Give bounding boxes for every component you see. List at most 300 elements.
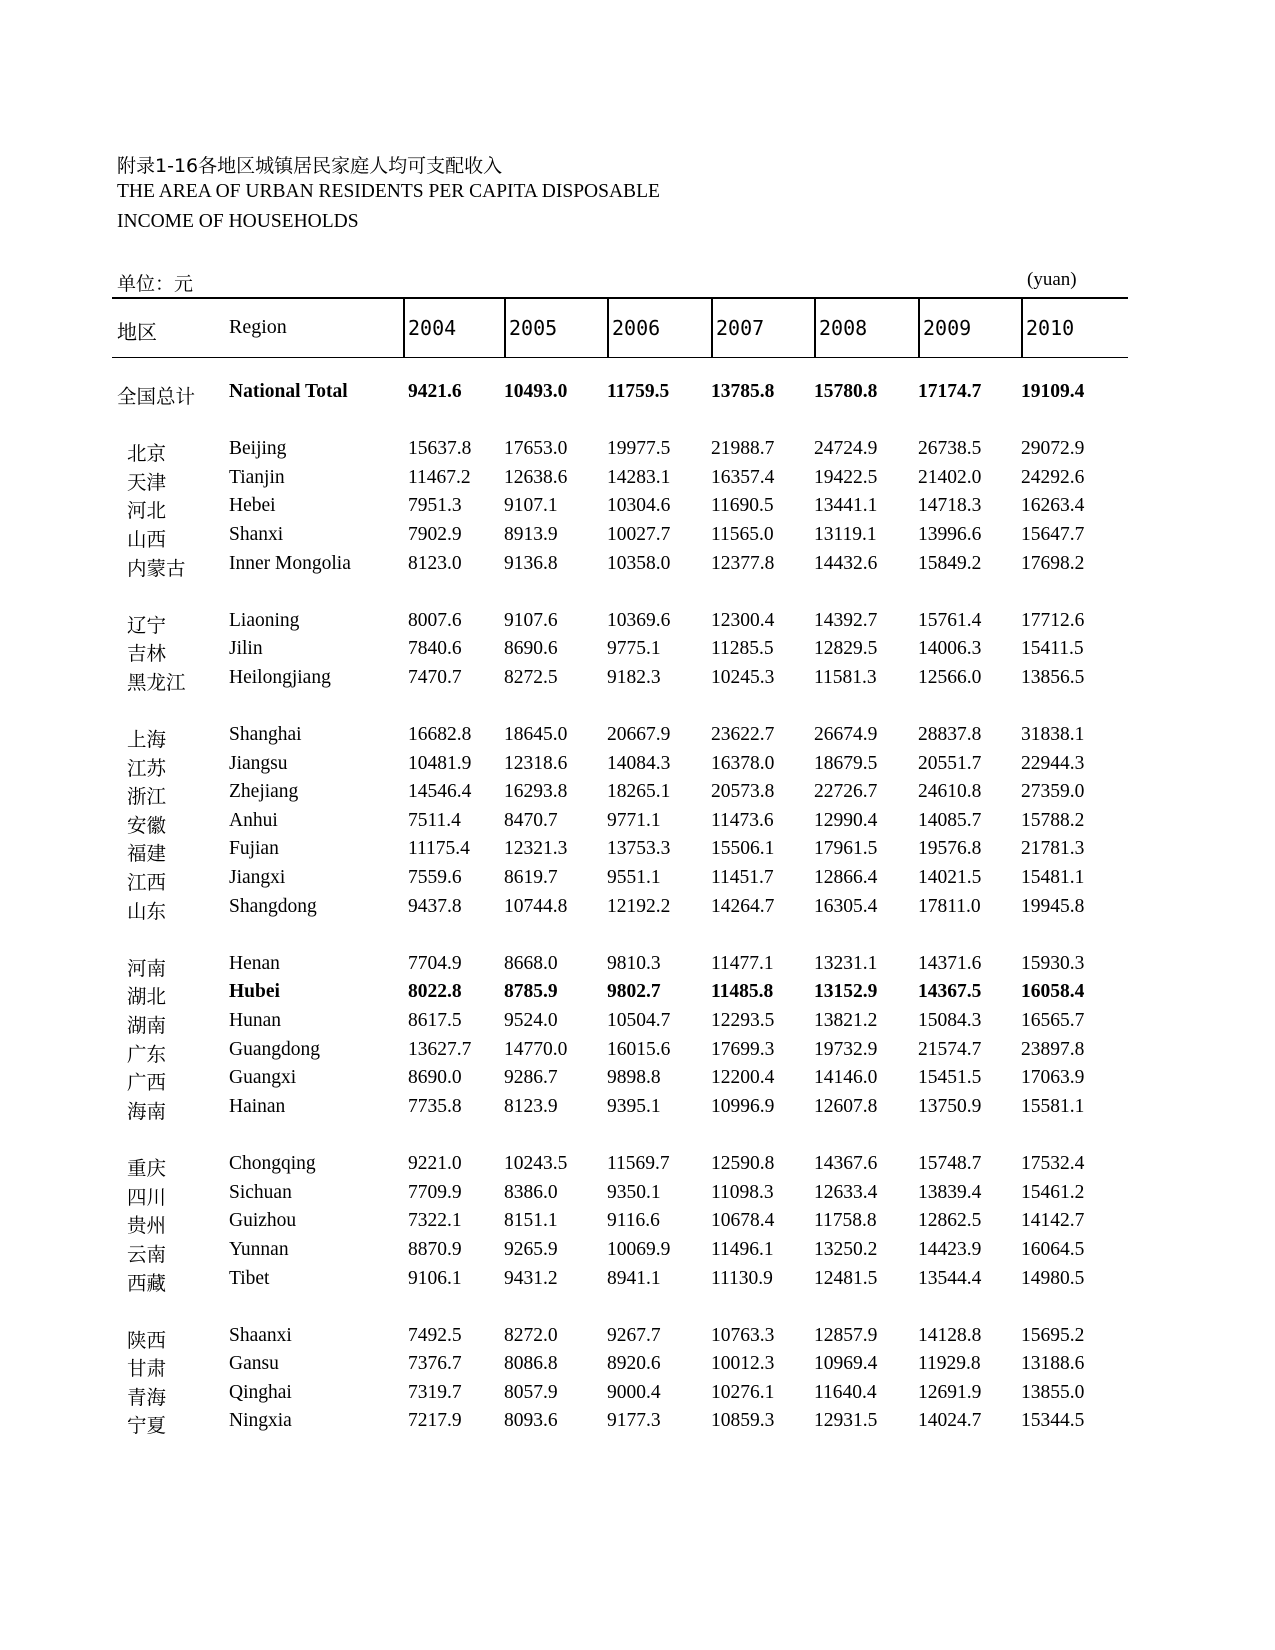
income-value-2005: 12321.3 (504, 838, 568, 859)
income-value-2008: 12857.9 (814, 1325, 878, 1346)
region-name-en: Tianjin (229, 467, 285, 488)
income-value-2010: 21781.3 (1021, 838, 1085, 859)
income-value-2007: 11565.0 (711, 524, 774, 545)
income-value-2006: 9395.1 (607, 1096, 661, 1117)
header-column-divider (918, 298, 920, 357)
table-row (0, 724, 1275, 752)
income-value-2005: 8690.6 (504, 638, 558, 659)
income-value-2007: 16378.0 (711, 753, 775, 774)
table-row (0, 753, 1275, 781)
table-row (0, 610, 1275, 638)
income-value-2005: 8785.9 (504, 981, 558, 1002)
region-name-cn: 宁夏 (127, 1414, 167, 1437)
region-name-en: Guangdong (229, 1039, 320, 1060)
income-value-2010: 15695.2 (1021, 1325, 1085, 1346)
income-value-2008: 13152.9 (814, 981, 878, 1002)
income-value-2007: 10012.3 (711, 1353, 775, 1374)
income-value-2010: 15788.2 (1021, 810, 1085, 831)
income-value-2007: 15506.1 (711, 838, 775, 859)
income-value-2007: 10276.1 (711, 1382, 775, 1403)
region-name-en: Shanghai (229, 724, 302, 745)
income-value-2007: 12590.8 (711, 1153, 775, 1174)
income-value-2006: 9350.1 (607, 1182, 661, 1203)
income-value-2005: 9107.1 (504, 495, 558, 516)
table-row (0, 953, 1275, 981)
unit-label-english: (yuan) (1027, 269, 1077, 290)
income-value-2010: 15481.1 (1021, 867, 1085, 888)
income-value-2005: 8086.8 (504, 1353, 558, 1374)
income-value-2004: 9106.1 (408, 1268, 462, 1289)
table-row (0, 1039, 1275, 1067)
income-value-2005: 17653.0 (504, 438, 568, 459)
income-value-2006: 9802.7 (607, 981, 661, 1002)
income-value-2008: 24724.9 (814, 438, 878, 459)
income-value-2004: 8870.9 (408, 1239, 462, 1260)
table-row (0, 1010, 1275, 1038)
income-value-2007: 16357.4 (711, 467, 775, 488)
table-row (0, 381, 1275, 409)
income-value-2009: 14371.6 (918, 953, 982, 974)
region-name-cn: 甘肃 (127, 1357, 167, 1380)
income-value-2004: 14546.4 (408, 781, 472, 802)
region-name-cn: 福建 (127, 842, 167, 865)
income-value-2010: 24292.6 (1021, 467, 1085, 488)
income-value-2010: 13856.5 (1021, 667, 1085, 688)
income-value-2004: 7470.7 (408, 667, 462, 688)
region-name-cn: 重庆 (127, 1157, 167, 1180)
income-value-2009: 15084.3 (918, 1010, 982, 1031)
region-name-cn: 云南 (127, 1243, 167, 1266)
income-value-2008: 12607.8 (814, 1096, 878, 1117)
income-value-2010: 13188.6 (1021, 1353, 1085, 1374)
region-name-en: Hubei (229, 981, 280, 1002)
income-value-2007: 17699.3 (711, 1039, 775, 1060)
income-value-2007: 12300.4 (711, 610, 775, 631)
region-name-en: Fujian (229, 838, 279, 859)
region-name-en: Liaoning (229, 610, 300, 631)
table-row (0, 438, 1275, 466)
region-name-en: Tibet (229, 1268, 270, 1289)
income-value-2007: 20573.8 (711, 781, 775, 802)
income-value-2005: 10243.5 (504, 1153, 568, 1174)
income-value-2010: 15647.7 (1021, 524, 1085, 545)
income-value-2008: 13441.1 (814, 495, 878, 516)
income-value-2007: 10859.3 (711, 1410, 775, 1431)
income-value-2007: 11098.3 (711, 1182, 774, 1203)
table-row (0, 1096, 1275, 1124)
income-value-2005: 16293.8 (504, 781, 568, 802)
table-row (0, 981, 1275, 1009)
income-value-2004: 7322.1 (408, 1210, 462, 1231)
region-name-en: Shaanxi (229, 1325, 292, 1346)
income-value-2007: 12293.5 (711, 1010, 775, 1031)
region-name-cn: 河北 (127, 499, 167, 522)
income-value-2009: 14128.8 (918, 1325, 982, 1346)
header-column-divider (504, 298, 506, 357)
income-value-2005: 12638.6 (504, 467, 568, 488)
table-row (0, 1067, 1275, 1095)
income-value-2008: 13119.1 (814, 524, 877, 545)
income-value-2008: 13231.1 (814, 953, 878, 974)
table-row (0, 495, 1275, 523)
table-row (0, 1325, 1275, 1353)
region-name-cn: 广东 (127, 1043, 167, 1066)
region-name-en: Hebei (229, 495, 276, 516)
income-value-2008: 11640.4 (814, 1382, 877, 1403)
region-name-en: Chongqing (229, 1153, 316, 1174)
income-value-2008: 12866.4 (814, 867, 878, 888)
income-value-2004: 7709.9 (408, 1182, 462, 1203)
income-value-2007: 11690.5 (711, 495, 774, 516)
income-value-2006: 9267.7 (607, 1325, 661, 1346)
region-name-en: Hunan (229, 1010, 281, 1031)
income-value-2004: 7902.9 (408, 524, 462, 545)
region-name-cn: 内蒙古 (127, 557, 186, 580)
income-value-2008: 12990.4 (814, 810, 878, 831)
income-value-2010: 22944.3 (1021, 753, 1085, 774)
income-value-2009: 17811.0 (918, 896, 981, 917)
income-value-2006: 9771.1 (607, 810, 661, 831)
table-row (0, 667, 1275, 695)
region-name-en: Ningxia (229, 1410, 292, 1431)
income-value-2010: 29072.9 (1021, 438, 1085, 459)
region-name-en: Sichuan (229, 1182, 292, 1203)
income-value-2009: 13750.9 (918, 1096, 982, 1117)
unit-label-chinese: 单位：元 (117, 274, 194, 295)
income-value-2010: 19945.8 (1021, 896, 1085, 917)
income-value-2005: 10744.8 (504, 896, 568, 917)
region-name-cn: 上海 (127, 728, 167, 751)
income-value-2008: 12481.5 (814, 1268, 878, 1289)
income-value-2006: 14283.1 (607, 467, 671, 488)
income-value-2006: 10027.7 (607, 524, 671, 545)
table-row (0, 1210, 1275, 1238)
income-value-2004: 11467.2 (408, 467, 471, 488)
title-chinese: 附录1-16各地区城镇居民家庭人均可支配收入 (117, 155, 503, 177)
income-value-2006: 12192.2 (607, 896, 671, 917)
income-value-2006: 18265.1 (607, 781, 671, 802)
region-name-en: Jiangxi (229, 867, 286, 888)
region-name-cn: 江西 (127, 871, 167, 894)
region-name-en: Zhejiang (229, 781, 299, 802)
region-name-en: Heilongjiang (229, 667, 331, 688)
income-value-2007: 10678.4 (711, 1210, 775, 1231)
region-name-cn: 辽宁 (127, 614, 167, 637)
header-year: 2005 (509, 316, 558, 340)
income-value-2008: 14392.7 (814, 610, 878, 631)
income-value-2007: 21988.7 (711, 438, 775, 459)
income-value-2006: 9116.6 (607, 1210, 660, 1231)
income-value-2008: 13250.2 (814, 1239, 878, 1260)
region-name-en: Guangxi (229, 1067, 297, 1088)
income-value-2006: 10069.9 (607, 1239, 671, 1260)
header-region-cn: 地区 (117, 322, 157, 344)
region-name-cn: 天津 (127, 471, 167, 494)
region-name-en: Jilin (229, 638, 263, 659)
income-value-2010: 13855.0 (1021, 1382, 1085, 1403)
income-value-2008: 22726.7 (814, 781, 878, 802)
title-english-line1: THE AREA OF URBAN RESIDENTS PER CAPITA DISPOSABLE (117, 181, 660, 202)
income-value-2009: 19576.8 (918, 838, 982, 859)
header-year: 2004 (408, 316, 457, 340)
region-name-en: Guizhou (229, 1210, 297, 1231)
income-value-2005: 10493.0 (504, 381, 568, 402)
income-value-2007: 23622.7 (711, 724, 775, 745)
table-row (0, 1353, 1275, 1381)
income-value-2006: 11759.5 (607, 381, 670, 402)
income-value-2006: 9182.3 (607, 667, 661, 688)
income-value-2010: 16565.7 (1021, 1010, 1085, 1031)
income-value-2007: 11496.1 (711, 1239, 774, 1260)
income-value-2009: 15849.2 (918, 553, 982, 574)
income-value-2005: 9107.6 (504, 610, 558, 631)
region-name-cn: 陕西 (127, 1329, 167, 1352)
header-year: 2010 (1026, 316, 1075, 340)
income-value-2007: 13785.8 (711, 381, 775, 402)
table-row (0, 467, 1275, 495)
income-value-2007: 10996.9 (711, 1096, 775, 1117)
region-name-cn: 广西 (127, 1071, 167, 1094)
income-value-2006: 16015.6 (607, 1039, 671, 1060)
income-value-2006: 10304.6 (607, 495, 671, 516)
income-value-2008: 14432.6 (814, 553, 878, 574)
income-value-2010: 19109.4 (1021, 381, 1085, 402)
income-value-2009: 12691.9 (918, 1382, 982, 1403)
income-value-2010: 15461.2 (1021, 1182, 1085, 1203)
income-value-2006: 14084.3 (607, 753, 671, 774)
header-year: 2007 (716, 316, 765, 340)
income-value-2008: 19732.9 (814, 1039, 878, 1060)
income-value-2004: 15637.8 (408, 438, 472, 459)
income-value-2004: 7319.7 (408, 1382, 462, 1403)
income-value-2004: 7704.9 (408, 953, 462, 974)
income-value-2006: 20667.9 (607, 724, 671, 745)
region-name-cn: 黑龙江 (127, 671, 186, 694)
income-value-2008: 14367.6 (814, 1153, 878, 1174)
income-value-2010: 15411.5 (1021, 638, 1084, 659)
income-value-2009: 21402.0 (918, 467, 982, 488)
income-value-2009: 15748.7 (918, 1153, 982, 1174)
table-row (0, 867, 1275, 895)
income-value-2008: 10969.4 (814, 1353, 878, 1374)
income-value-2009: 28837.8 (918, 724, 982, 745)
income-value-2009: 24610.8 (918, 781, 982, 802)
income-value-2009: 14423.9 (918, 1239, 982, 1260)
income-value-2009: 15451.5 (918, 1067, 982, 1088)
region-name-cn: 青海 (127, 1386, 167, 1409)
income-value-2005: 8470.7 (504, 810, 558, 831)
income-value-2005: 8151.1 (504, 1210, 558, 1231)
header-bottom-rule (112, 357, 1128, 358)
income-value-2007: 10763.3 (711, 1325, 775, 1346)
income-value-2007: 12200.4 (711, 1067, 775, 1088)
region-name-cn: 西藏 (127, 1272, 167, 1295)
income-value-2005: 12318.6 (504, 753, 568, 774)
header-column-divider (711, 298, 713, 357)
income-value-2006: 10504.7 (607, 1010, 671, 1031)
income-value-2010: 16064.5 (1021, 1239, 1085, 1260)
income-value-2010: 14142.7 (1021, 1210, 1085, 1231)
income-value-2007: 11451.7 (711, 867, 774, 888)
income-value-2006: 9810.3 (607, 953, 661, 974)
income-value-2007: 14264.7 (711, 896, 775, 917)
income-value-2005: 9431.2 (504, 1268, 558, 1289)
income-value-2009: 14367.5 (918, 981, 982, 1002)
table-row (0, 1410, 1275, 1438)
income-value-2007: 12377.8 (711, 553, 775, 574)
income-value-2006: 10358.0 (607, 553, 671, 574)
header-column-divider (814, 298, 816, 357)
region-name-en: Qinghai (229, 1382, 292, 1403)
income-value-2006: 9898.8 (607, 1067, 661, 1088)
income-value-2009: 17174.7 (918, 381, 982, 402)
region-name-cn: 四川 (127, 1186, 167, 1209)
region-name-en: Shanxi (229, 524, 284, 545)
income-value-2009: 14024.7 (918, 1410, 982, 1431)
region-name-cn: 吉林 (127, 642, 167, 665)
income-value-2005: 18645.0 (504, 724, 568, 745)
income-value-2009: 12566.0 (918, 667, 982, 688)
region-name-en: National Total (229, 381, 348, 402)
table-row (0, 1239, 1275, 1267)
income-value-2008: 12633.4 (814, 1182, 878, 1203)
income-value-2010: 14980.5 (1021, 1268, 1085, 1289)
income-value-2009: 14006.3 (918, 638, 982, 659)
income-value-2006: 9775.1 (607, 638, 661, 659)
region-name-cn: 湖北 (127, 985, 167, 1008)
income-value-2006: 13753.3 (607, 838, 671, 859)
header-column-divider (1021, 298, 1023, 357)
income-value-2006: 8920.6 (607, 1353, 661, 1374)
income-value-2004: 9421.6 (408, 381, 462, 402)
income-value-2005: 8272.0 (504, 1325, 558, 1346)
income-value-2010: 17532.4 (1021, 1153, 1085, 1174)
income-value-2008: 13821.2 (814, 1010, 878, 1031)
region-name-cn: 贵州 (127, 1214, 167, 1237)
income-value-2010: 27359.0 (1021, 781, 1085, 802)
income-value-2008: 11758.8 (814, 1210, 877, 1231)
income-value-2004: 7492.5 (408, 1325, 462, 1346)
income-value-2004: 7511.4 (408, 810, 461, 831)
region-name-cn: 河南 (127, 957, 167, 980)
income-value-2004: 7217.9 (408, 1410, 462, 1431)
income-value-2008: 15780.8 (814, 381, 878, 402)
income-value-2008: 11581.3 (814, 667, 877, 688)
income-value-2010: 23897.8 (1021, 1039, 1085, 1060)
income-value-2009: 12862.5 (918, 1210, 982, 1231)
income-value-2004: 7376.7 (408, 1353, 462, 1374)
region-name-en: Henan (229, 953, 280, 974)
income-value-2005: 8057.9 (504, 1382, 558, 1403)
region-name-en: Gansu (229, 1353, 279, 1374)
income-value-2005: 14770.0 (504, 1039, 568, 1060)
region-name-cn: 浙江 (127, 785, 167, 808)
region-name-cn: 安徽 (127, 814, 167, 837)
header-year: 2006 (612, 316, 661, 340)
region-name-cn: 海南 (127, 1100, 167, 1123)
table-row (0, 810, 1275, 838)
income-value-2008: 12931.5 (814, 1410, 878, 1431)
income-value-2010: 15581.1 (1021, 1096, 1085, 1117)
income-value-2004: 16682.8 (408, 724, 472, 745)
income-value-2004: 7840.6 (408, 638, 462, 659)
income-value-2004: 8123.0 (408, 553, 462, 574)
header-column-divider (607, 298, 609, 357)
table-row (0, 638, 1275, 666)
income-value-2008: 18679.5 (814, 753, 878, 774)
income-value-2006: 10369.6 (607, 610, 671, 631)
income-value-2010: 16263.4 (1021, 495, 1085, 516)
income-value-2004: 7735.8 (408, 1096, 462, 1117)
income-value-2004: 9437.8 (408, 896, 462, 917)
income-value-2009: 11929.8 (918, 1353, 981, 1374)
income-value-2005: 8386.0 (504, 1182, 558, 1203)
table-top-rule (112, 297, 1128, 299)
region-name-en: Inner Mongolia (229, 553, 351, 574)
income-value-2004: 13627.7 (408, 1039, 472, 1060)
income-value-2004: 7951.3 (408, 495, 462, 516)
header-column-divider (403, 298, 405, 357)
income-value-2008: 14146.0 (814, 1067, 878, 1088)
header-year: 2009 (923, 316, 972, 340)
region-name-cn: 山西 (127, 528, 167, 551)
income-value-2010: 17712.6 (1021, 610, 1085, 631)
income-value-2008: 19422.5 (814, 467, 878, 488)
income-value-2009: 26738.5 (918, 438, 982, 459)
income-value-2004: 7559.6 (408, 867, 462, 888)
income-value-2004: 8617.5 (408, 1010, 462, 1031)
income-value-2010: 17063.9 (1021, 1067, 1085, 1088)
region-name-cn: 全国总计 (117, 385, 196, 408)
income-value-2007: 11477.1 (711, 953, 774, 974)
table-row (0, 1268, 1275, 1296)
income-value-2005: 8668.0 (504, 953, 558, 974)
income-value-2006: 9177.3 (607, 1410, 661, 1431)
region-name-en: Yunnan (229, 1239, 289, 1260)
table-row (0, 553, 1275, 581)
income-value-2004: 11175.4 (408, 838, 470, 859)
region-name-cn: 湖南 (127, 1014, 167, 1037)
income-value-2006: 11569.7 (607, 1153, 670, 1174)
income-value-2004: 8022.8 (408, 981, 462, 1002)
income-value-2007: 11473.6 (711, 810, 774, 831)
income-value-2008: 26674.9 (814, 724, 878, 745)
income-value-2007: 10245.3 (711, 667, 775, 688)
income-value-2005: 8272.5 (504, 667, 558, 688)
region-name-en: Beijing (229, 438, 287, 459)
region-name-cn: 北京 (127, 442, 167, 465)
region-name-en: Hainan (229, 1096, 286, 1117)
table-row (0, 1153, 1275, 1181)
table-row (0, 1182, 1275, 1210)
income-value-2007: 11285.5 (711, 638, 774, 659)
income-value-2009: 13996.6 (918, 524, 982, 545)
income-value-2005: 8913.9 (504, 524, 558, 545)
income-value-2005: 8619.7 (504, 867, 558, 888)
income-value-2005: 9136.8 (504, 553, 558, 574)
income-value-2007: 11130.9 (711, 1268, 773, 1289)
income-value-2009: 13839.4 (918, 1182, 982, 1203)
income-value-2010: 31838.1 (1021, 724, 1085, 745)
income-value-2006: 8941.1 (607, 1268, 661, 1289)
income-value-2007: 11485.8 (711, 981, 774, 1002)
table-row (0, 524, 1275, 552)
income-value-2010: 17698.2 (1021, 553, 1085, 574)
income-value-2010: 15344.5 (1021, 1410, 1085, 1431)
income-value-2005: 8093.6 (504, 1410, 558, 1431)
income-value-2004: 8007.6 (408, 610, 462, 631)
income-value-2009: 14021.5 (918, 867, 982, 888)
